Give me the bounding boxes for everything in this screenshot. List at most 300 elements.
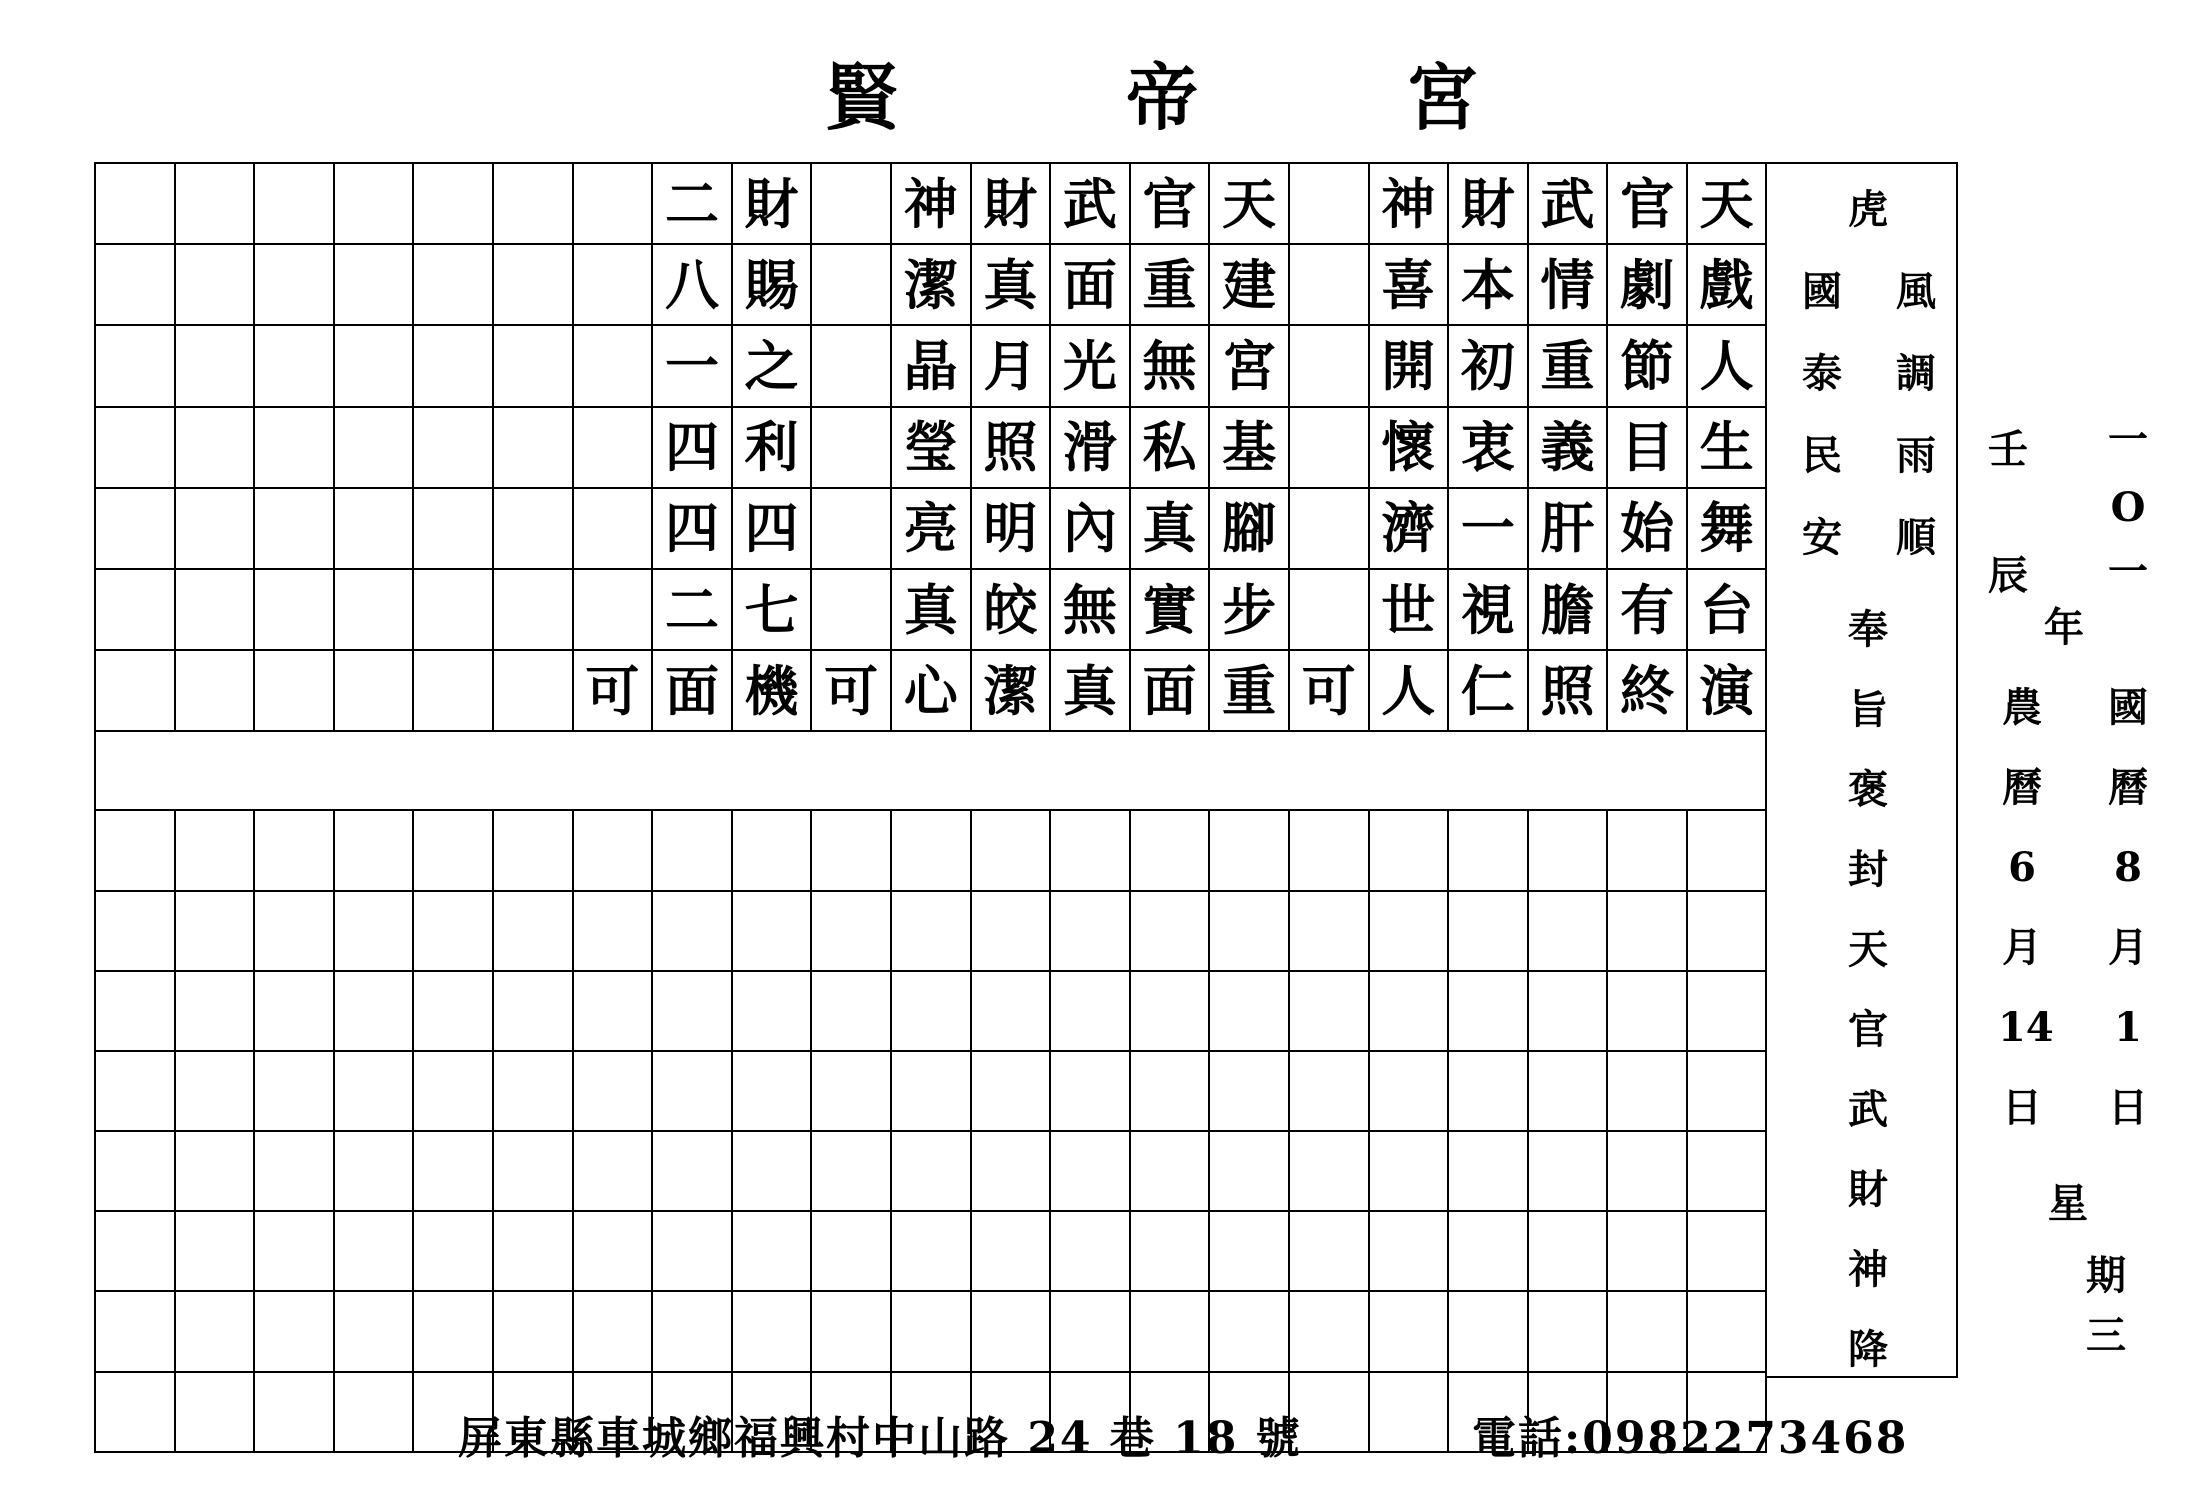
decree-char: 褒	[1848, 766, 1888, 813]
grid-cell	[574, 1052, 654, 1132]
grid-cell	[972, 972, 1052, 1052]
grid-cell	[1290, 1292, 1370, 1372]
grid-cell	[414, 892, 494, 972]
grid-cell	[1608, 1292, 1688, 1372]
decree-char: 封	[1848, 846, 1888, 893]
decree-char: 神	[1848, 1246, 1888, 1293]
poem-cell	[812, 164, 892, 245]
grid-cell	[972, 1212, 1052, 1292]
poem-cell: 皎	[972, 570, 1052, 651]
grid-cell	[335, 408, 415, 489]
grid-cell	[812, 1212, 892, 1292]
poem-cell: 情	[1529, 245, 1609, 326]
poem-cell	[574, 489, 654, 570]
grid-cell	[494, 164, 574, 245]
weekday-char: 期	[2086, 1252, 2126, 1299]
grid-cell	[1051, 1292, 1131, 1372]
poem-cell: 終	[1608, 651, 1688, 732]
title-char: 宮	[1406, 55, 1479, 140]
grid-cell	[96, 651, 176, 732]
decree-char: 武	[1848, 1086, 1888, 1133]
grid-cell	[96, 164, 176, 245]
grid-cell	[1370, 1292, 1450, 1372]
grid-cell	[972, 1132, 1052, 1212]
grid-cell	[414, 326, 494, 407]
poem-cell: 武	[1529, 164, 1609, 245]
poem-cell: 官	[1131, 164, 1211, 245]
grid-cell	[176, 972, 256, 1052]
grid-cell	[1608, 1212, 1688, 1292]
poem-cell: 宮	[1210, 326, 1290, 407]
grid-cell	[255, 892, 335, 972]
grid-cell	[1529, 1052, 1609, 1132]
grid-cell	[255, 1052, 335, 1132]
blessing-char: 調	[1896, 350, 1936, 397]
grid-cell	[1210, 1212, 1290, 1292]
blessing-char: 民	[1802, 432, 1842, 479]
grid-cell	[1370, 1052, 1450, 1132]
grid-cell	[1529, 972, 1609, 1052]
grid-cell	[494, 570, 574, 651]
grid-cell	[653, 1212, 733, 1292]
grid-cell	[414, 570, 494, 651]
grid-cell	[96, 1212, 176, 1292]
poem-cell: 建	[1210, 245, 1290, 326]
poem-cell: 劇	[1608, 245, 1688, 326]
footer-phone: 電話:0982273468	[1472, 1413, 1909, 1464]
poem-cell: 初	[1449, 326, 1529, 407]
gregorian-date-char: 月	[2108, 924, 2148, 971]
poem-cell: 神	[1370, 164, 1450, 245]
grid-cell	[494, 651, 574, 732]
grid-cell	[1688, 1212, 1768, 1292]
gregorian-date-char: 國	[2108, 684, 2148, 731]
blessing-char: 泰	[1802, 350, 1842, 397]
lunar-date-char: 14	[1998, 1004, 2054, 1051]
grid-cell	[414, 811, 494, 891]
blessing-char: 順	[1896, 514, 1936, 561]
poem-cell: 視	[1449, 570, 1529, 651]
poem-cell: 心	[892, 651, 972, 732]
grid-cell	[255, 1292, 335, 1372]
poem-cell: 亮	[892, 489, 972, 570]
grid-cell	[255, 245, 335, 326]
grid-cell	[335, 892, 415, 972]
poem-cell: 天	[1210, 164, 1290, 245]
gregorian-date-char: 曆	[2108, 764, 2148, 811]
grid-cell	[1370, 1212, 1450, 1292]
poem-cell: 戲	[1688, 245, 1768, 326]
poem-cell	[812, 326, 892, 407]
poem-cell	[574, 164, 654, 245]
grid-cell	[255, 651, 335, 732]
grid-cell	[335, 1373, 415, 1453]
grid-cell	[96, 1373, 176, 1453]
title-char: 帝	[1126, 55, 1199, 140]
poem-cell: 義	[1529, 408, 1609, 489]
grid-cell	[733, 972, 813, 1052]
grid-cell	[1131, 1052, 1211, 1132]
poem-cell	[1290, 245, 1370, 326]
poem-cell: 晶	[892, 326, 972, 407]
grid-cell	[494, 892, 574, 972]
grid-cell	[1051, 811, 1131, 891]
grid-cell	[733, 811, 813, 891]
poem-cell: 財	[1449, 164, 1529, 245]
grid-cell	[96, 570, 176, 651]
blessing-char: 風	[1896, 268, 1936, 315]
grid-cell	[176, 1132, 256, 1212]
poem-cell: 無	[1051, 570, 1131, 651]
poem-cell: 本	[1449, 245, 1529, 326]
grid-cell	[892, 892, 972, 972]
grid-cell	[1131, 811, 1211, 891]
grid-cell	[1449, 972, 1529, 1052]
grid-cell	[812, 1052, 892, 1132]
grid-cell	[96, 811, 176, 891]
roc-year-char: O	[2110, 484, 2146, 531]
grid-cell	[733, 1212, 813, 1292]
poem-cell	[812, 489, 892, 570]
poem-cell: 生	[1688, 408, 1768, 489]
roc-year-char: 一	[2108, 548, 2148, 595]
grid-cell	[335, 1212, 415, 1292]
decree-char: 天	[1848, 926, 1888, 973]
grid-cell	[255, 326, 335, 407]
grid-cell	[812, 811, 892, 891]
poem-cell: 光	[1051, 326, 1131, 407]
grid-cell	[494, 489, 574, 570]
grid-cell	[255, 972, 335, 1052]
grid-cell	[176, 326, 256, 407]
poem-cell: 重	[1529, 326, 1609, 407]
grid-cell	[653, 1132, 733, 1212]
grid-cell	[1449, 1052, 1529, 1132]
grid-cell	[414, 651, 494, 732]
grid-cell	[1688, 892, 1768, 972]
grid-cell	[1210, 1292, 1290, 1372]
grid-cell	[574, 1212, 654, 1292]
grid-cell	[1290, 972, 1370, 1052]
poem-cell: 無	[1131, 326, 1211, 407]
grid-cell	[255, 164, 335, 245]
grid-cell	[96, 326, 176, 407]
grid-cell	[414, 1132, 494, 1212]
grid-cell	[1370, 1132, 1450, 1212]
grid-cell	[1688, 811, 1768, 891]
grid-cell	[1290, 1132, 1370, 1212]
grid-cell	[653, 811, 733, 891]
grid-cell	[892, 1132, 972, 1212]
poem-cell: 賜	[733, 245, 813, 326]
poem-cell	[1290, 164, 1370, 245]
grid-cell	[255, 489, 335, 570]
poem-cell: 私	[1131, 408, 1211, 489]
poem-cell: 面	[653, 651, 733, 732]
poem-cell: 舞	[1688, 489, 1768, 570]
gregorian-date-char: 日	[2108, 1084, 2148, 1131]
poem-cell: 有	[1608, 570, 1688, 651]
grid-cell	[1688, 1292, 1768, 1372]
poem-cell: 二	[653, 570, 733, 651]
grid-cell	[96, 408, 176, 489]
grid-cell	[494, 1292, 574, 1372]
poem-cell: 人	[1688, 326, 1768, 407]
poem-cell: 一	[653, 326, 733, 407]
grid-cell	[176, 892, 256, 972]
grid-cell	[1688, 1132, 1768, 1212]
grid-cell	[335, 570, 415, 651]
poem-cell: 財	[733, 164, 813, 245]
blessing-char: 雨	[1896, 432, 1936, 479]
grid-cell	[1449, 892, 1529, 972]
grid-cell	[335, 1052, 415, 1132]
poem-cell: 可	[1290, 651, 1370, 732]
grid-cell	[1290, 1373, 1370, 1453]
poem-cell: 仁	[1449, 651, 1529, 732]
grid-cell	[1051, 1052, 1131, 1132]
lunar-date-char: 日	[2002, 1084, 2042, 1131]
grid-cell	[335, 245, 415, 326]
poem-cell: 潔	[892, 245, 972, 326]
ganzhi-char: 壬	[1988, 426, 2028, 473]
grid-cell	[494, 1052, 574, 1132]
grid-cell	[892, 1212, 972, 1292]
lunar-date-char: 月	[2002, 924, 2042, 971]
grid-cell	[1608, 1132, 1688, 1212]
grid-cell	[892, 811, 972, 891]
grid-cell	[892, 1292, 972, 1372]
grid-cell	[892, 972, 972, 1052]
grid-cell	[733, 1132, 813, 1212]
grid-cell	[812, 1132, 892, 1212]
grid-cell	[255, 811, 335, 891]
grid-cell	[1688, 972, 1768, 1052]
decree-char: 降	[1848, 1326, 1888, 1373]
grid-cell	[972, 811, 1052, 891]
grid-cell	[1608, 892, 1688, 972]
grid-cell	[812, 892, 892, 972]
lunar-date-char: 農	[2002, 684, 2042, 731]
grid-cell	[176, 570, 256, 651]
poem-cell: 二	[653, 164, 733, 245]
poem-cell: 可	[812, 651, 892, 732]
grid-cell	[96, 972, 176, 1052]
grid-cell	[1051, 1132, 1131, 1212]
poem-cell: 財	[972, 164, 1052, 245]
grid-cell	[414, 164, 494, 245]
poem-cell: 八	[653, 245, 733, 326]
poem-cell: 腳	[1210, 489, 1290, 570]
poem-cell: 真	[1131, 489, 1211, 570]
poem-cell: 機	[733, 651, 813, 732]
poem-cell	[812, 570, 892, 651]
poem-cell: 內	[1051, 489, 1131, 570]
poem-cell: 潔	[972, 651, 1052, 732]
grid-cell	[414, 1292, 494, 1372]
poem-cell	[1290, 570, 1370, 651]
poem-cell	[574, 245, 654, 326]
poem-cell: 膽	[1529, 570, 1609, 651]
grid-cell	[1608, 972, 1688, 1052]
poem-cell	[812, 245, 892, 326]
roc-year-char: 年	[2044, 604, 2084, 651]
grid-cell	[414, 408, 494, 489]
grid-cell	[414, 1212, 494, 1292]
blessing-top-char: 虎	[1848, 186, 1888, 233]
poem-cell: 七	[733, 570, 813, 651]
poem-cell: 目	[1608, 408, 1688, 489]
poem-cell: 開	[1370, 326, 1450, 407]
grid-cell	[1370, 811, 1450, 891]
poem-cell: 武	[1051, 164, 1131, 245]
grid-cell	[1370, 972, 1450, 1052]
grid-cell	[1370, 1373, 1450, 1453]
poem-cell: 基	[1210, 408, 1290, 489]
poem-cell: 重	[1210, 651, 1290, 732]
grid-cell	[653, 892, 733, 972]
lunar-date-char: 6	[2008, 844, 2036, 891]
poem-cell: 明	[972, 489, 1052, 570]
grid-cell	[1131, 1212, 1211, 1292]
grid-divider-band	[96, 732, 1767, 811]
grid-cell	[414, 1052, 494, 1132]
grid-cell	[414, 972, 494, 1052]
decree-char: 財	[1848, 1166, 1888, 1213]
grid-cell	[1131, 1132, 1211, 1212]
grid-cell	[574, 811, 654, 891]
poem-cell: 官	[1608, 164, 1688, 245]
poem-cell: 步	[1210, 570, 1290, 651]
grid-cell	[733, 1292, 813, 1372]
gregorian-date-char: 8	[2114, 844, 2142, 891]
grid-cell	[255, 1373, 335, 1453]
grid-cell	[972, 1052, 1052, 1132]
grid-cell	[1290, 1212, 1370, 1292]
grid-cell	[1290, 892, 1370, 972]
grid-cell	[494, 326, 574, 407]
manuscript-grid	[94, 162, 1767, 1453]
gregorian-date-char: 1	[2114, 1004, 2142, 1051]
grid-cell	[494, 1212, 574, 1292]
poem-cell	[574, 326, 654, 407]
grid-cell	[494, 972, 574, 1052]
grid-cell	[1688, 1052, 1768, 1132]
poem-cell: 真	[1051, 651, 1131, 732]
title-char: 賢	[826, 55, 899, 140]
grid-cell	[1608, 1052, 1688, 1132]
grid-cell	[335, 489, 415, 570]
grid-cell	[335, 326, 415, 407]
grid-cell	[1210, 892, 1290, 972]
grid-cell	[335, 164, 415, 245]
grid-cell	[176, 1292, 256, 1372]
grid-cell	[1449, 1292, 1529, 1372]
grid-cell	[335, 972, 415, 1052]
poem-cell: 真	[972, 245, 1052, 326]
grid-cell	[494, 408, 574, 489]
weekday-char: 星	[2048, 1180, 2088, 1227]
grid-cell	[255, 570, 335, 651]
grid-cell	[1051, 972, 1131, 1052]
grid-cell	[414, 245, 494, 326]
grid-cell	[176, 651, 256, 732]
grid-cell	[176, 164, 256, 245]
grid-cell	[1529, 892, 1609, 972]
grid-cell	[176, 811, 256, 891]
poem-cell: 滑	[1051, 408, 1131, 489]
grid-cell	[653, 1052, 733, 1132]
poem-cell	[1290, 489, 1370, 570]
blessing-char: 安	[1802, 514, 1842, 561]
poem-cell: 一	[1449, 489, 1529, 570]
grid-cell	[96, 489, 176, 570]
grid-cell	[653, 1292, 733, 1372]
grid-cell	[1210, 1052, 1290, 1132]
grid-cell	[574, 972, 654, 1052]
poem-cell	[1290, 326, 1370, 407]
poem-cell: 神	[892, 164, 972, 245]
grid-cell	[1529, 1292, 1609, 1372]
poem-cell: 面	[1131, 651, 1211, 732]
grid-cell	[176, 1212, 256, 1292]
grid-cell	[96, 1052, 176, 1132]
poem-cell: 台	[1688, 570, 1768, 651]
grid-cell	[1529, 1212, 1609, 1292]
grid-cell	[1449, 1212, 1529, 1292]
grid-cell	[494, 1132, 574, 1212]
grid-cell	[812, 972, 892, 1052]
poem-cell: 四	[653, 408, 733, 489]
poem-cell: 面	[1051, 245, 1131, 326]
temple-title	[0, 40, 2188, 150]
poem-cell: 瑩	[892, 408, 972, 489]
grid-cell	[733, 892, 813, 972]
grid-cell	[255, 1132, 335, 1212]
grid-cell	[972, 892, 1052, 972]
poem-cell: 喜	[1370, 245, 1450, 326]
grid-cell	[812, 1292, 892, 1372]
poem-cell	[1290, 408, 1370, 489]
poem-cell: 節	[1608, 326, 1688, 407]
poem-cell: 月	[972, 326, 1052, 407]
grid-cell	[1131, 972, 1211, 1052]
grid-cell	[574, 892, 654, 972]
poem-cell: 重	[1131, 245, 1211, 326]
grid-cell	[1290, 811, 1370, 891]
grid-cell	[335, 811, 415, 891]
grid-cell	[96, 892, 176, 972]
poem-cell: 之	[733, 326, 813, 407]
poem-cell: 肝	[1529, 489, 1609, 570]
poem-cell: 演	[1688, 651, 1768, 732]
grid-cell	[494, 811, 574, 891]
poem-cell	[574, 408, 654, 489]
grid-cell	[1051, 892, 1131, 972]
ganzhi-char: 辰	[1988, 552, 2028, 599]
poem-cell: 世	[1370, 570, 1450, 651]
weekday-char: 三	[2086, 1312, 2126, 1359]
poem-cell: 照	[1529, 651, 1609, 732]
grid-cell	[176, 1052, 256, 1132]
grid-cell	[96, 1132, 176, 1212]
grid-cell	[414, 489, 494, 570]
grid-cell	[176, 245, 256, 326]
grid-cell	[1290, 1052, 1370, 1132]
blessing-char: 國	[1802, 268, 1842, 315]
poem-cell: 濟	[1370, 489, 1450, 570]
grid-cell	[176, 489, 256, 570]
